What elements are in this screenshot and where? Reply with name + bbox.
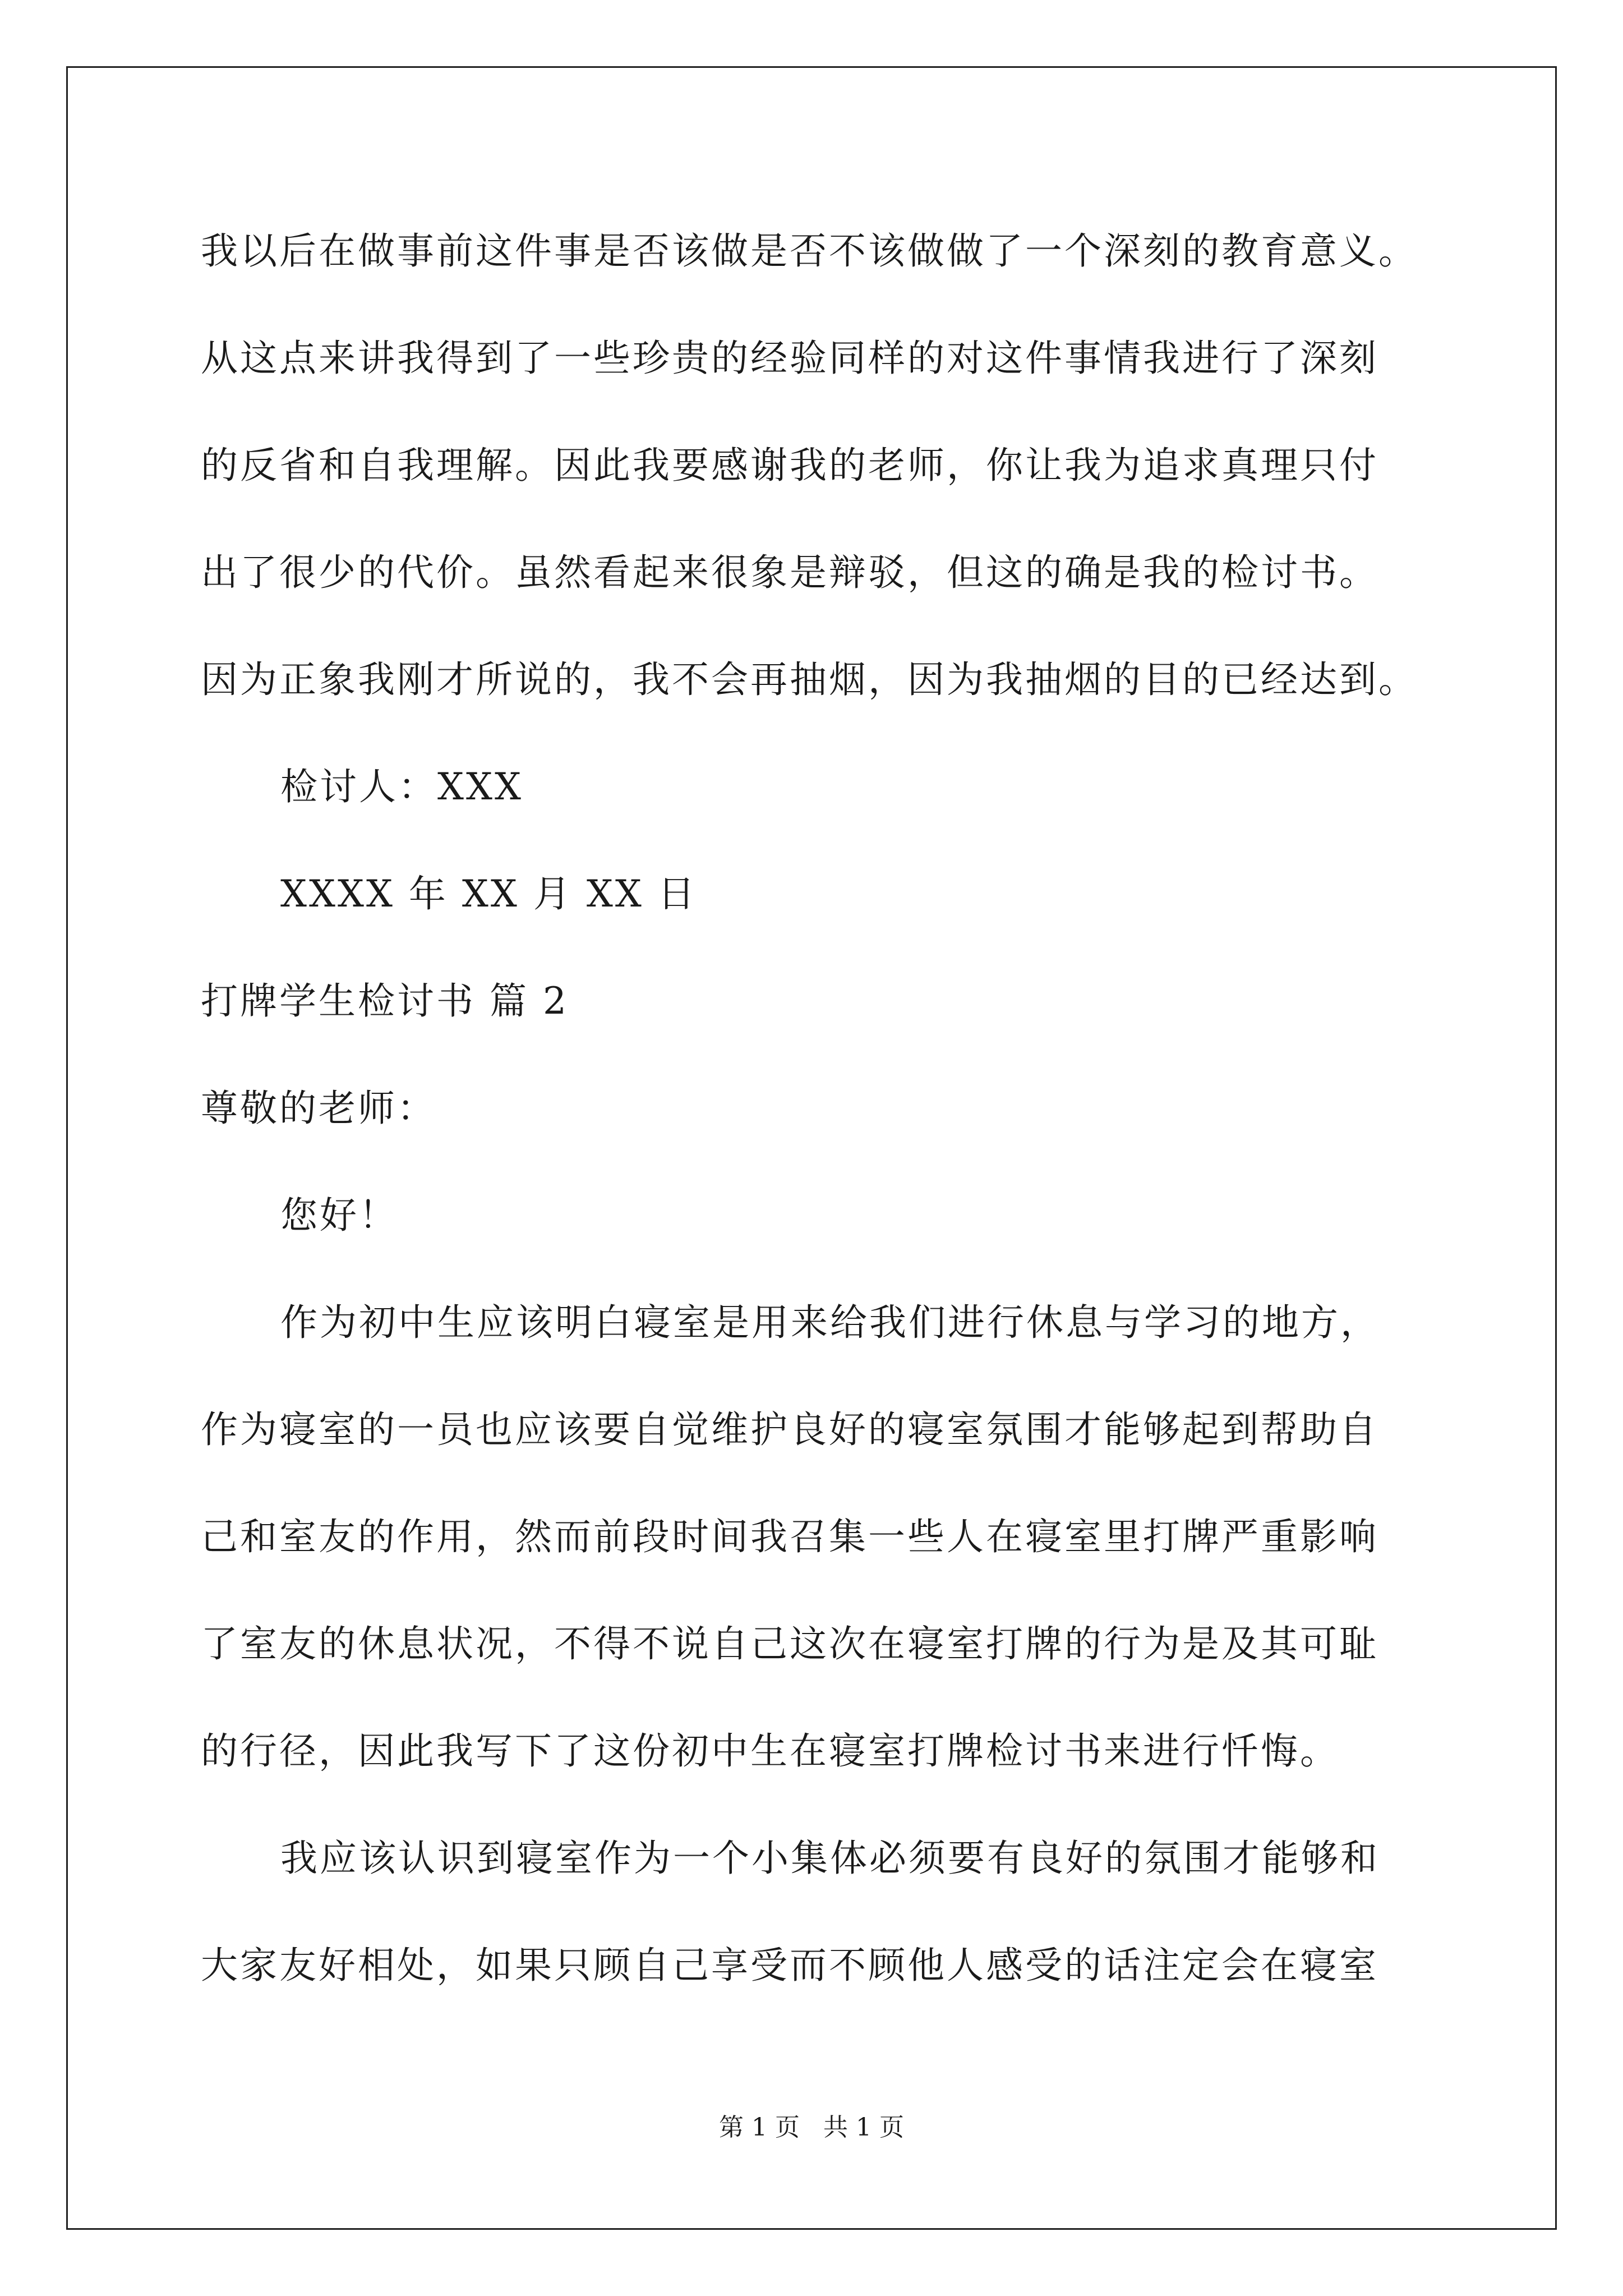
body-text-line: 作为寝室的一员也应该要自觉维护良好的寝室氛围才能够起到帮助自	[201, 1408, 1378, 1451]
body-text-line: 己和室友的作用，然而前段时间我召集一些人在寝室里打牌严重影响	[201, 1515, 1378, 1558]
body-text-line: 从这点来讲我得到了一些珍贵的经验同样的对这件事情我进行了深刻	[201, 337, 1378, 380]
section-heading: 打牌学生检讨书 篇 2	[201, 979, 569, 1023]
body-text-line: 的反省和自我理解。因此我要感谢我的老师，你让我为追求真理只付	[201, 444, 1378, 487]
body-text-line: 了室友的休息状况，不得不说自己这次在寝室打牌的行为是及其可耻	[201, 1622, 1378, 1665]
page-number-footer: 第 1 页 共 1 页	[719, 2113, 904, 2142]
salutation: 尊敬的老师：	[201, 1087, 436, 1130]
body-text-line: 出了很少的代价。虽然看起来很象是辩驳，但这的确是我的检讨书。	[201, 551, 1378, 594]
body-text-line: 我应该认识到寝室作为一个小集体必须要有良好的氛围才能够和	[280, 1837, 1380, 1880]
body-text-line: 的行径，因此我写下了这份初中生在寝室打牌检讨书来进行忏悔。	[201, 1729, 1339, 1773]
greeting: 您好！	[280, 1194, 398, 1237]
page-border	[66, 66, 1557, 2230]
body-text-line: 作为初中生应该明白寝室是用来给我们进行休息与学习的地方，	[280, 1301, 1380, 1344]
date-line: XXXX 年 XX 月 XX 日	[280, 872, 697, 915]
body-text-line: 我以后在做事前这件事是否该做是否不该做做了一个深刻的教育意义。	[201, 229, 1418, 273]
body-text-line: 因为正象我刚才所说的，我不会再抽烟，因为我抽烟的目的已经达到。	[201, 658, 1418, 701]
signature-line: 检讨人：XXX	[280, 765, 523, 808]
body-text-line: 大家友好相处，如果只顾自己享受而不顾他人感受的话注定会在寝室	[201, 1944, 1378, 1987]
